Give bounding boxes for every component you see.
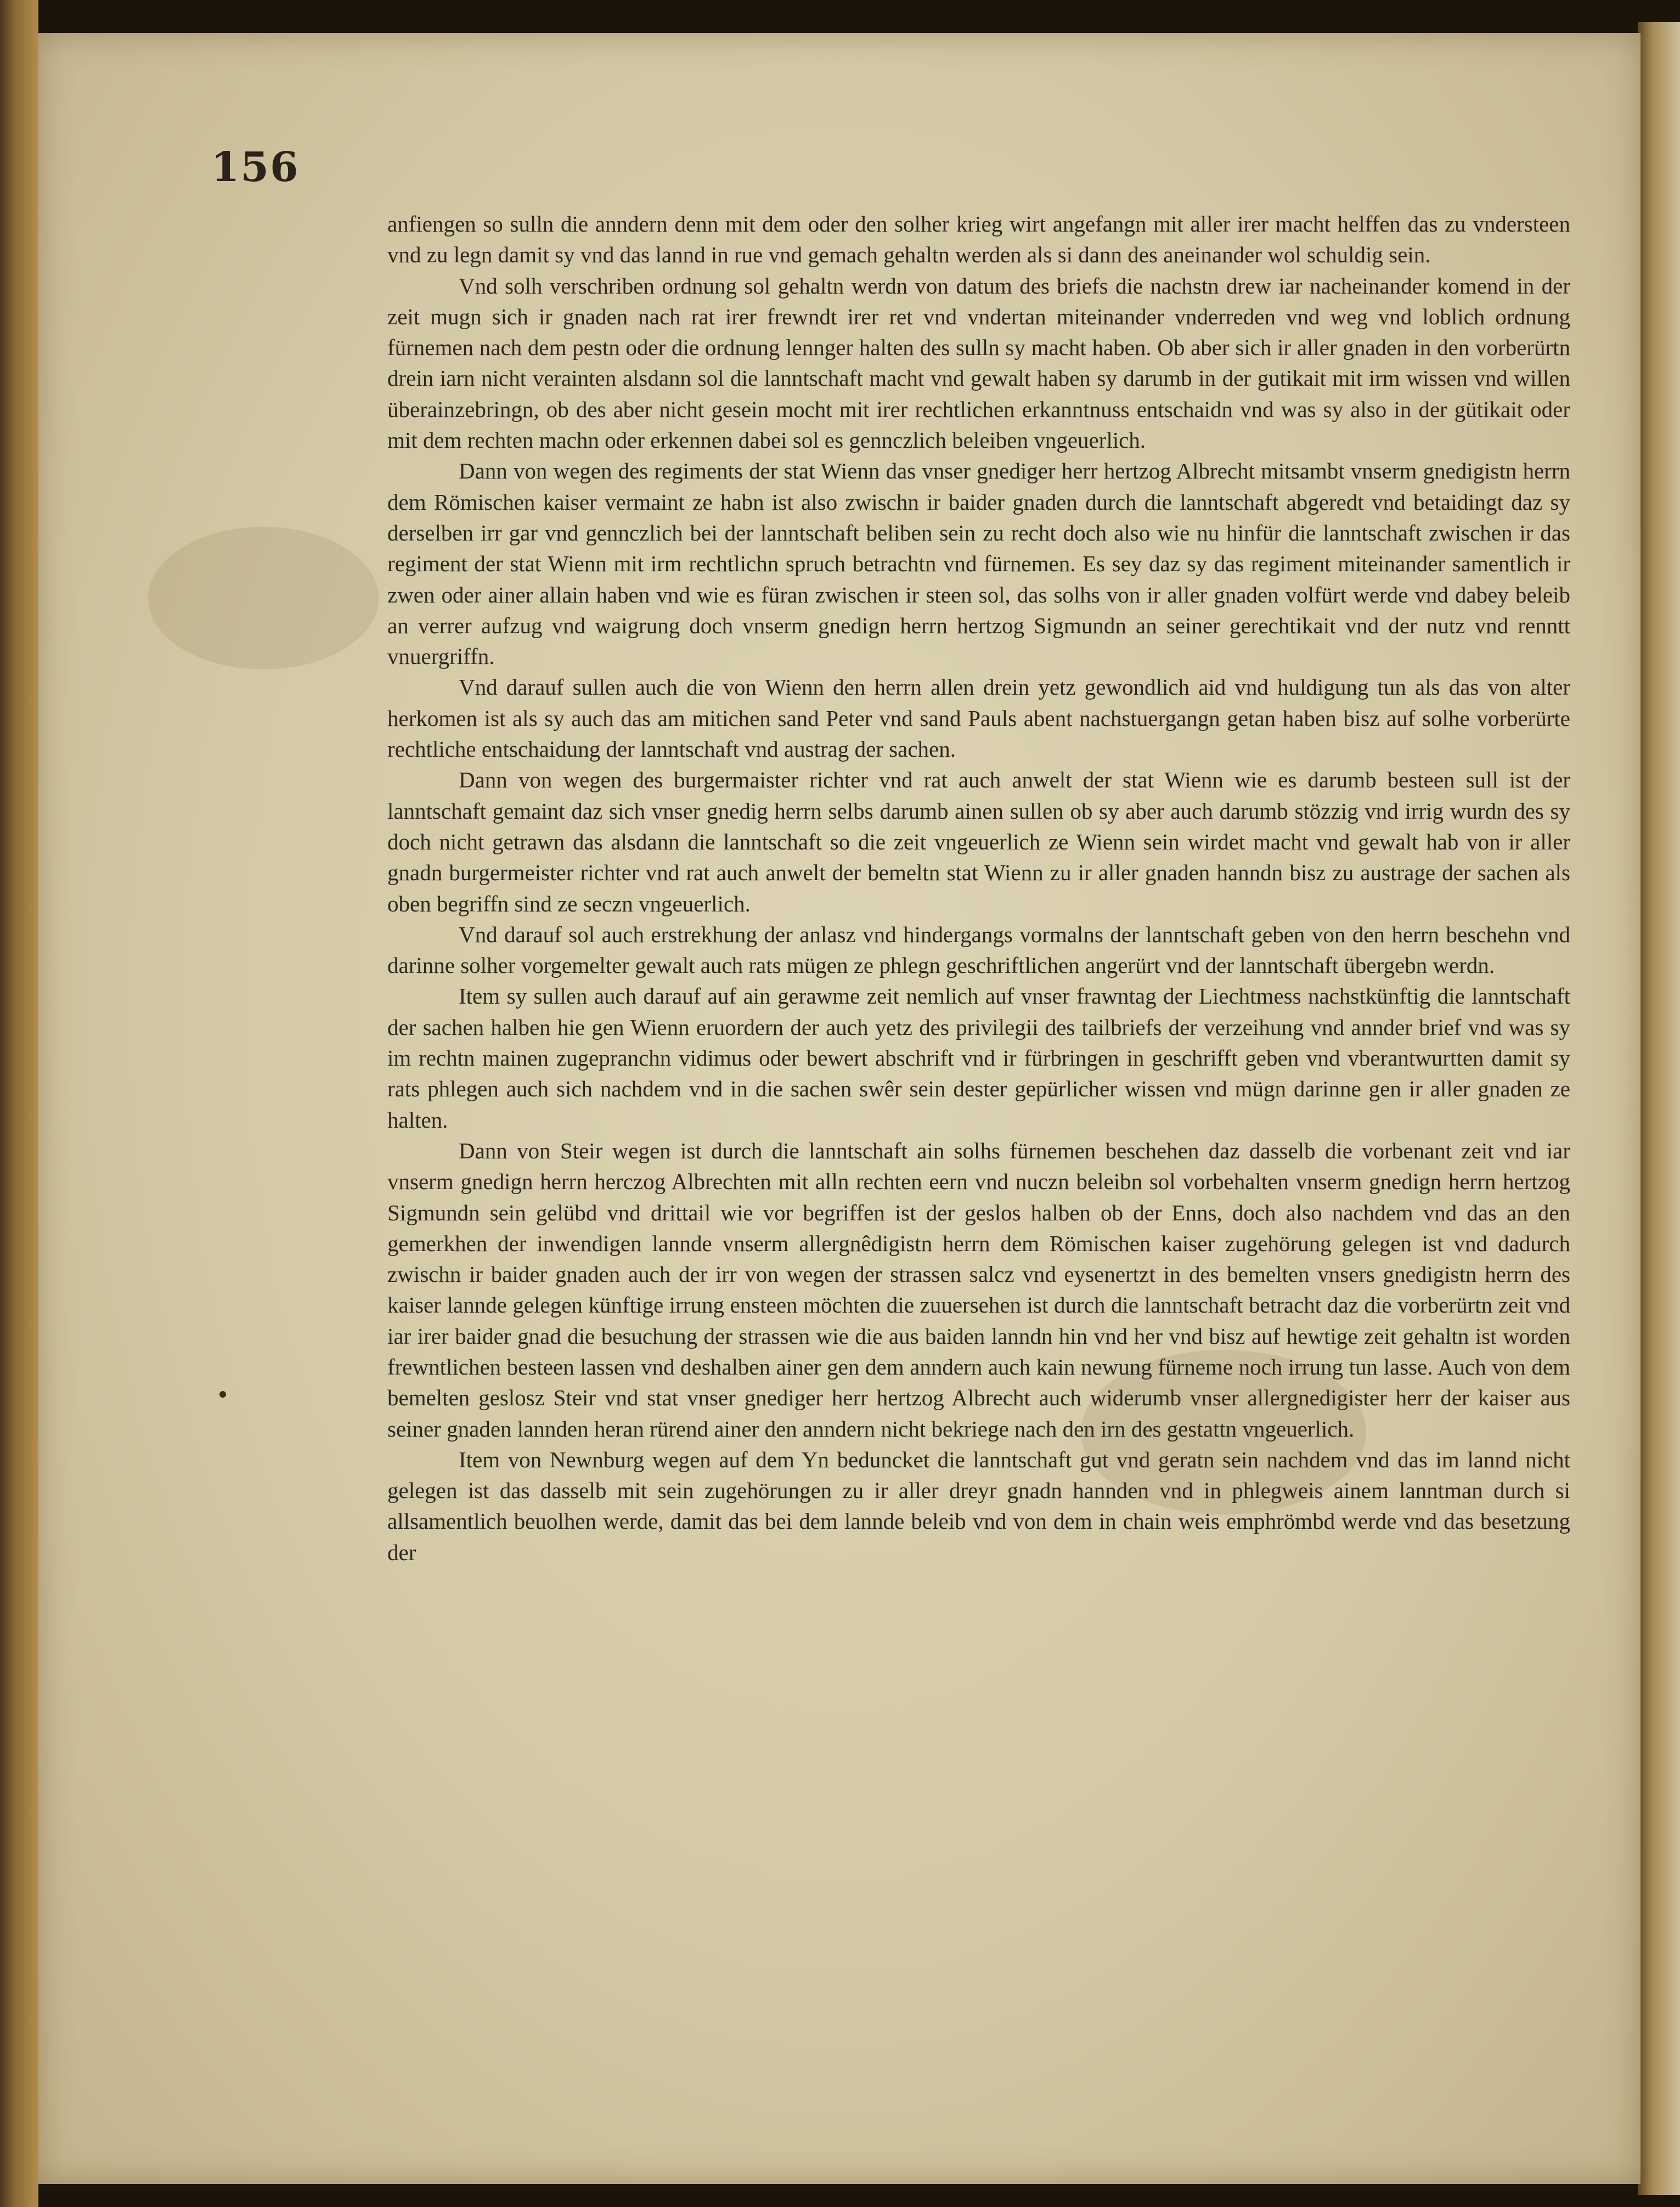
paragraph: Item sy sullen auch darauf auf ain gerawme zeit nemlich auf vnser frawntag der Liechtmess nachstkünftig die lanntschaft der sachen halben hie gen Wienn eruordern der auch yetz des privilegii des tailbriefs der verzeihung vnd annder brief vnd was sy im rechtn mainen zugepranchn vidimus oder bewert abschrift vnd ir fürbringen in geschrifft geben vnd vberantwurtten damit sy rats phlegen auch sich nachdem vnd in die sachen swêr sein dester gepürlicher wissen vnd mügn darinne gen ir aller gnaden ze halten. xyxy=(387,983,1570,1133)
paragraph: Vnd darauf sol auch erstrekhung der anlasz vnd hindergangs vormalns der lanntschaft geben von den herrn beschehn vnd darinne solher vorgemelter gewalt auch rats mügen ze phlegn geschriftlichen angerürt vnd der lanntschaft übergebn werdn. xyxy=(387,921,1570,978)
paragraph: Dann von wegen des burgermaister richter vnd rat auch anwelt der stat Wienn wie es darumb besteen sull ist der lanntschaft gemaint daz sich vnser gnedig herrn selbs darumb ainen sullen ob sy aber auch darumb stözzig vnd irrig wurdn des sy doch nicht getrawn das alsdann die lanntschaft so die zeit vngeuerlich ze Wienn sein wirdet macht vnd gewalt hab von ir aller gnadn burgermeister richter vnd rat auch anwelt der bemeltn stat Wienn zu ir aller gnaden hanndn bisz zu austrage der sachen als oben begriffn sind ze seczn vngeuerlich. xyxy=(387,767,1570,916)
body-text xyxy=(387,209,1570,1568)
paragraph: Vnd darauf sullen auch die von Wienn den herrn allen drein yetz gewondlich aid vnd huldigung tun als das von alter herkomen ist als sy auch das am mitichen sand Peter vnd sand Pauls abent nachstuergangn getan haben bisz auf solhe vorberürte rechtliche entschaidung der lanntschaft vnd austrag der sachen. xyxy=(387,674,1570,762)
book-spine-edge xyxy=(0,0,38,2207)
paragraph: anfiengen so sulln die anndern denn mit dem oder den solher krieg wirt angefangn mit aller irer macht helffen das zu vndersteen vnd zu legn damit sy vnd das lannd in rue vnd gemach gehaltn werden als si dann des aneinander wol schuldig sein. xyxy=(387,211,1570,268)
ink-spot xyxy=(219,1391,226,1398)
paragraph: Vnd solh verschriben ordnung sol gehaltn werdn von datum des briefs die nachstn drew iar nacheinander komend in der zeit mugn sich ir gnaden nach rat irer frewndt irer ret vnd vndertan miteinander vnderreden vnd weg vnd loblich ordnung fürnemen nach dem pestn oder die ordnung lennger halten des sulln sy macht haben. Ob aber sich ir aller gnaden in den vorberürtn drein iarn nicht verainten alsdann sol die lanntschaft macht vnd gewalt haben sy darumb in der gutikait mit irm wissen vnd willen überainzebringn, ob des aber nicht gesein mocht mit irer rechtlichen erkanntnuss entschaidn vnd was sy also in der gütikait oder mit dem rechten machn oder erkennen dabei sol es gennczlich beleiben vngeuerlich. xyxy=(387,273,1570,453)
paragraph: Dann von wegen des regiments der stat Wienn das vnser gnediger herr hertzog Albrecht mitsambt vnserm gnedigistn herrn dem Römischen kaiser vermaint ze habn ist also zwischn ir baider gnaden durch die lanntschaft abgeredt vnd betaidingt daz sy derselben irr gar vnd gennczlich bei der lanntschaft beliben sein zu recht doch also wie nu hinfür die lanntschaft zwischen ir das regiment der stat Wienn mit irm rechtlichn spruch betrachtn vnd fürnemen. Es sey daz sy das regiment miteinander samentlich ir zwen oder ainer allain haben vnd wie es füran zwischen ir steen sol, das solhs von ir aller gnaden volfürt werde vnd dabey beleib an verrer aufzug vnd waigrung doch vnserm gnedign herrn hertzog Sigmundn an seiner gerechtikait vnd der nutz vnd renntt vnuergriffn. xyxy=(387,458,1570,669)
page-number: 156 xyxy=(211,144,300,191)
paragraph: Item von Newnburg wegen auf dem Yn beduncket die lanntschaft gut vnd geratn sein nachdem vnd das im lannd nicht gelegen ist das dasselb mit sein zugehörungen zu ir aller dreyr gnadn hannden vnd in phlegweis ainem lanntman durch si allsamentlich beuolhen werde, damit das bei dem lannde beleib vnd von dem in chain weis emphrömbd werde vnd das besetzung der xyxy=(387,1446,1570,1565)
adjacent-page-edge xyxy=(1638,22,1680,2195)
paper-stain xyxy=(148,527,379,669)
paragraph: Dann von Steir wegen ist durch die lanntschaft ain solhs fürnemen beschehen daz dasselb die vorbenant zeit vnd iar vnserm gnedign herrn herczog Albrechten mit alln rechten eern vnd nuczn beleibn sol vorbehalten vnserm gnedign herrn hertzog Sigmundn sein gelübd vnd drittail wie vor begriffen ist der geslos halben ob der Enns, doch also nachdem vnd das an den gemerkhen der inwendigen lannde vnserm allergnêdigistn herrn dem Römischen kaiser zugehörung gelegen ist vnd dadurch zwischn ir baider gnaden auch der irr von wegen der strassen salcz vnd eysenertzt in des bemelten vnsers gnedigistn herrn des kaiser lannde gelegen künftige irrung ensteen möchten die zuuersehen ist durch die lanntschaft betracht daz die vorberürtn zeit vnd iar irer baider gnad die besuchung der strassen wie die aus baiden lanndn hin vnd her vnd bisz auf hewtige zeit gehaltn ist worden frewntlichen besteen lassen vnd deshalben ainer gen dem anndern auch kain newung fürneme noch irrung tun lasse. Auch von dem bemelten geslosz Steir vnd stat vnser gnediger herr hertzog Albrecht auch widerumb vnser allergnedigister herr der kaiser aus seiner gnaden lannden heran rürend ainer den anndern nicht bekriege nach den irn des gestattn vngeuerlich. xyxy=(387,1138,1570,1442)
